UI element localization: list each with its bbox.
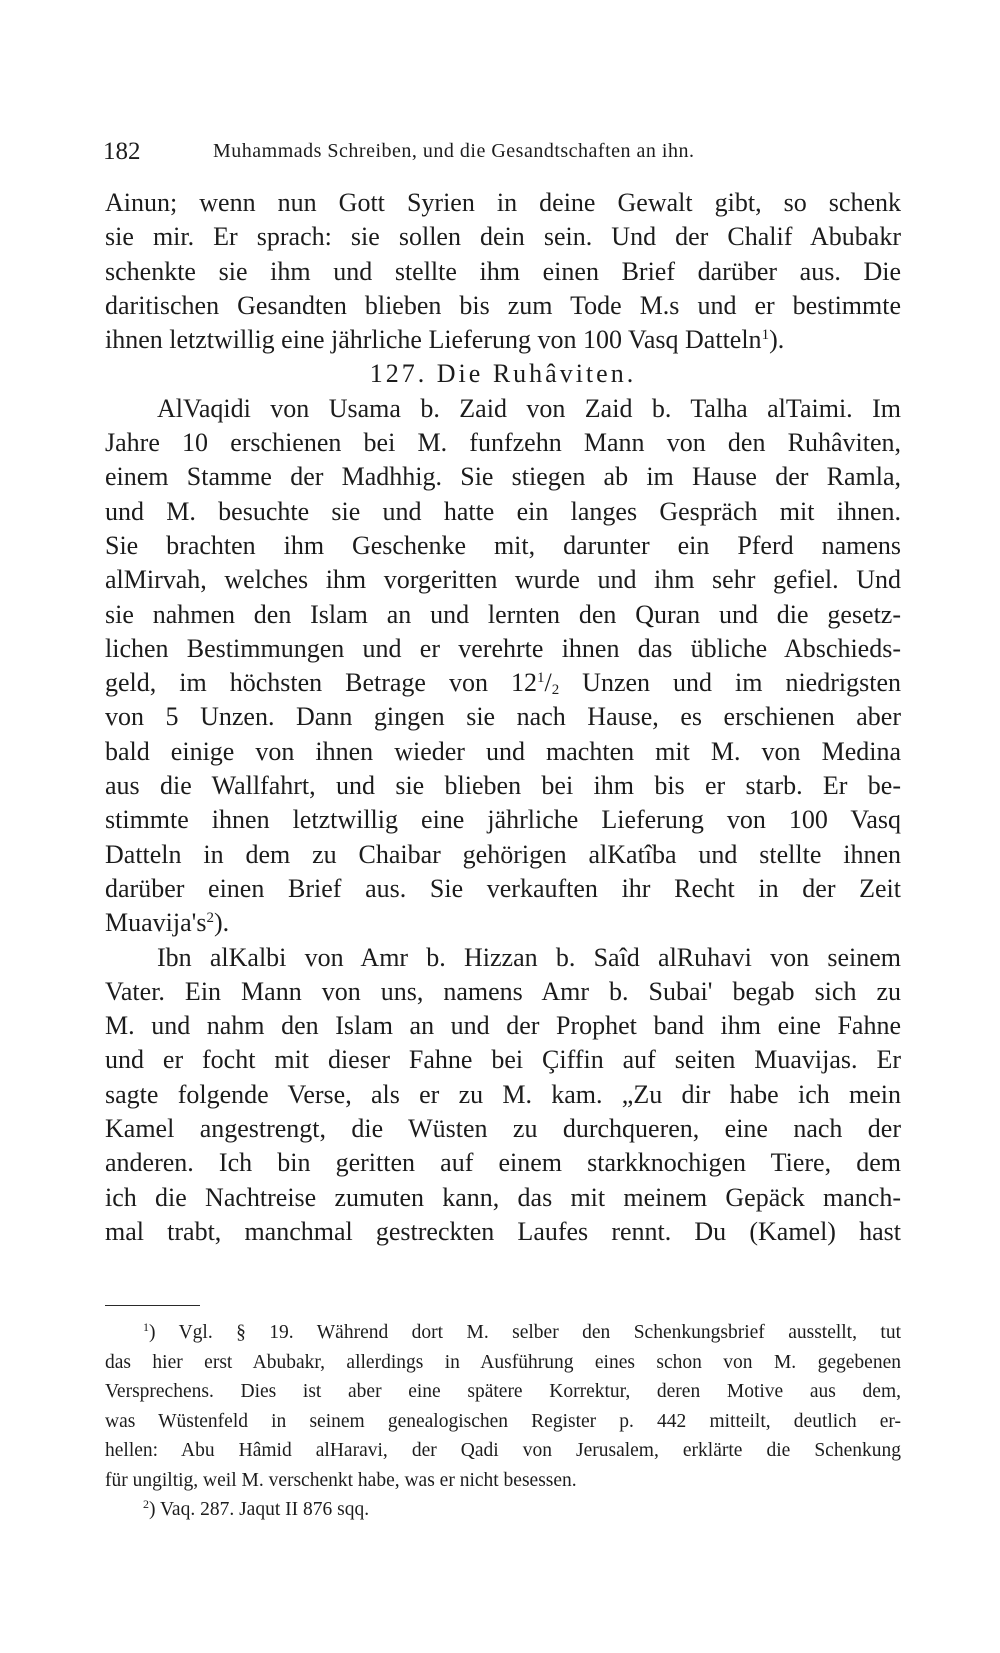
text-line: ich die Nachtreise zumuten kann, das mit meinem Gepäck manch- bbox=[105, 1182, 901, 1212]
text-line: einem Stamme der Madhhig. Sie stiegen ab im Hause der Ramla, bbox=[105, 462, 901, 492]
text-line: AlVaqidi von Usama b. Zaid von Zaid b. Talha alTaimi. Im bbox=[157, 393, 901, 423]
text-segment: ) Vgl. § 19. Während dort M. selber den Schenkungsbrief ausstellt, tut bbox=[149, 1322, 901, 1343]
text-line: lichen Bestimmungen und er verehrte ihnen das übliche Abschieds- bbox=[105, 633, 901, 663]
text-line: Ibn alKalbi von Amr b. Hizzan b. Saîd alRuhavi von seinem bbox=[157, 942, 901, 972]
text-line: sie nahmen den Islam an und lernten den Quran und die gesetz- bbox=[105, 599, 901, 629]
footnote-line: hellen: Abu Hâmid alHaravi, der Qadi von Jerusalem, erklärte die Schenkung bbox=[105, 1440, 901, 1461]
fraction-slash: / bbox=[544, 668, 552, 698]
text-line: bald einige von ihnen wieder und machten mit M. von Medina bbox=[105, 736, 901, 766]
text-line: und er focht mit dieser Fahne bei Çiffin auf seiten Muavijas. Er bbox=[105, 1045, 901, 1075]
main-text bbox=[105, 186, 901, 1249]
footnote-marker: 2 bbox=[143, 1497, 149, 1511]
text-line: stimmte ihnen letztwillig eine jährliche Lieferung von 100 Vasq bbox=[105, 805, 901, 835]
text-segment: geld, im höchsten Betrage von 12 bbox=[105, 668, 537, 698]
text-segment: ) Vaq. 287. Jaqut II 876 sqq. bbox=[149, 1499, 370, 1520]
footnote-divider bbox=[105, 1305, 200, 1306]
fraction bbox=[537, 668, 559, 697]
footnote-line: für ungiltig, weil M. verschenkt habe, was er nicht besessen. bbox=[105, 1469, 577, 1491]
text-line: von 5 Unzen. Dann gingen sie nach Hause, es erschienen aber bbox=[105, 702, 901, 732]
running-title: Muhammads Schreiben, und die Gesandtschaften an ihn. bbox=[213, 140, 695, 162]
text-segment: ). bbox=[213, 908, 230, 938]
text-line bbox=[105, 323, 901, 357]
text-line bbox=[105, 666, 901, 700]
text-segment: Unzen und im niedrigsten bbox=[559, 668, 901, 698]
text-line: alMirvah, welches ihm vorgeritten wurde und ihm sehr gefiel. Und bbox=[105, 565, 901, 595]
text-line: M. und nahm den Islam an und der Prophet band ihm eine Fahne bbox=[105, 1011, 901, 1041]
text-line: daritischen Gesandten blieben bis zum Tode M.s und er bestimmte bbox=[105, 290, 901, 320]
text-segment: ). bbox=[769, 325, 785, 355]
footnote-line: Versprechens. Dies ist aber eine spätere Korrektur, deren Motive aus dem, bbox=[105, 1381, 901, 1402]
footnote-line bbox=[105, 1318, 901, 1348]
text-line: mal trabt, manchmal gestreckten Laufes rennt. Du (Kamel) hast bbox=[105, 1216, 901, 1246]
footnote-line: was Wüstenfeld in seinem genealogischen Register p. 442 mitteilt, deutlich er- bbox=[105, 1410, 901, 1432]
fraction-numerator: 1 bbox=[536, 670, 545, 687]
text-line: darüber einen Brief aus. Sie verkauften ihr Recht in der Zeit bbox=[105, 873, 901, 903]
section-heading: 127. Die Ruhâviten. bbox=[369, 359, 637, 389]
text-line: aus die Wallfahrt, und sie blieben bei ihm bis er starb. Er be- bbox=[105, 771, 901, 801]
footnote-ref: 1 bbox=[761, 327, 770, 344]
text-line: Vater. Ein Mann von uns, namens Amr b. Subai' begab sich zu bbox=[105, 976, 901, 1006]
page-header bbox=[103, 138, 903, 170]
footnote-line bbox=[105, 1495, 901, 1525]
text-line: und M. besuchte sie und hatte ein langes Gespräch mit ihnen. bbox=[105, 496, 901, 526]
footnote-ref: 2 bbox=[206, 910, 214, 927]
text-line bbox=[105, 906, 901, 940]
text-line: sie mir. Er sprach: sie sollen dein sein. Und der Chalif Abubakr bbox=[105, 222, 901, 252]
text-line: Datteln in dem zu Chaibar gehörigen alKatîba und stellte ihnen bbox=[105, 839, 901, 869]
text-line: anderen. Ich bin geritten auf einem starkknochigen Tiere, dem bbox=[105, 1148, 901, 1178]
footnotes bbox=[105, 1318, 901, 1525]
text-segment: ihnen letztwillig eine jährliche Lieferung von 100 Vasq Datteln bbox=[105, 325, 762, 355]
fraction-denominator: 2 bbox=[551, 682, 560, 699]
text-line: Jahre 10 erschienen bei M. funfzehn Mann von den Ruhâviten, bbox=[105, 428, 901, 458]
page-number: 182 bbox=[103, 138, 141, 165]
footnote-marker: 1 bbox=[143, 1320, 149, 1334]
text-line: Sie brachten ihm Geschenke mit, darunter ein Pferd namens bbox=[105, 530, 901, 560]
text-line: sagte folgende Verse, als er zu M. kam. „Zu dir habe ich mein bbox=[105, 1079, 901, 1109]
text-line: schenkte sie ihm und stellte ihm einen Brief darüber aus. Die bbox=[105, 256, 901, 286]
text-line: Kamel angestrengt, die Wüsten zu durchqueren, eine nach der bbox=[105, 1114, 901, 1144]
text-segment: Muavija's bbox=[105, 908, 207, 938]
footnote-line: das hier erst Abubakr, allerdings in Ausführung eines schon von M. gegebenen bbox=[105, 1351, 901, 1373]
text-line: Ainun; wenn nun Gott Syrien in deine Gewalt gibt, so schenk bbox=[105, 188, 901, 217]
